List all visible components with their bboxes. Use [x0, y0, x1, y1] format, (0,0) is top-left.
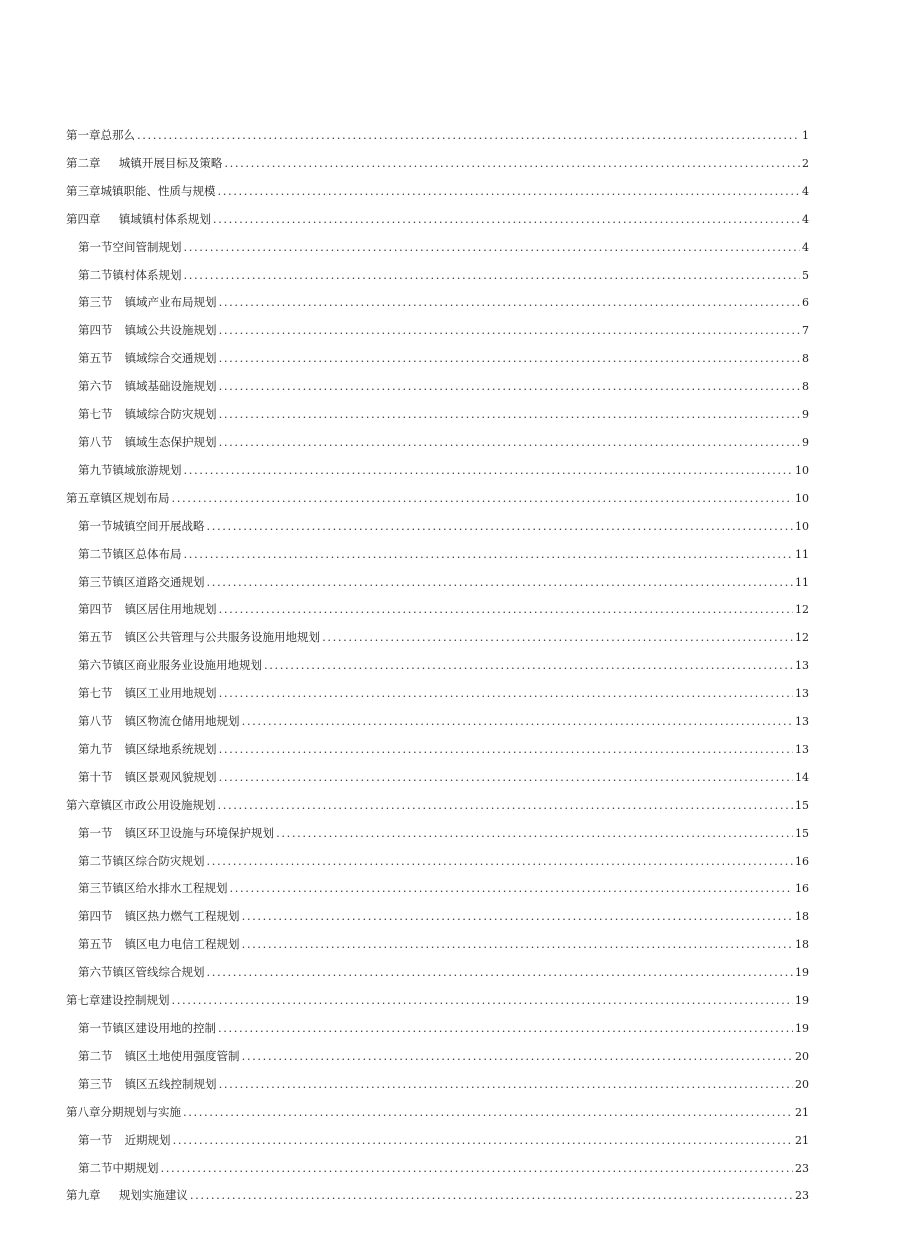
toc-page-number: 4: [802, 212, 809, 226]
toc-entry-title: 镇域综合交通规划: [124, 351, 217, 366]
toc-entry[interactable]: [66, 708, 809, 736]
toc-entry-number: 第六节镇区管线综合规划: [78, 965, 205, 980]
toc-entry-number: 第一节: [78, 825, 113, 840]
dot-leader: [184, 262, 801, 290]
toc-entry[interactable]: [66, 875, 809, 903]
toc-entry-label: [78, 652, 262, 680]
toc-entry-label: [78, 848, 205, 876]
toc-entry[interactable]: [66, 792, 809, 820]
toc-entry[interactable]: [66, 262, 809, 290]
toc-entry-label: [66, 150, 222, 178]
toc-entry-label: [78, 262, 182, 290]
dot-leader: [242, 1043, 793, 1071]
dot-leader: [184, 234, 801, 262]
toc-page-number: 10: [795, 519, 809, 533]
toc-page-number: 6: [802, 296, 809, 310]
toc-entry-label: [66, 792, 216, 820]
toc-entry-number: 第四章: [66, 211, 101, 226]
toc-entry[interactable]: [66, 485, 809, 513]
toc-page-number: 12: [795, 603, 809, 617]
toc-entry-label: [78, 1127, 171, 1155]
toc-entry[interactable]: [66, 1127, 809, 1155]
dot-leader: [218, 1015, 793, 1043]
toc-entry[interactable]: [66, 624, 809, 652]
toc-entry-number: 第八节: [78, 434, 113, 449]
dot-leader: [219, 317, 800, 345]
dot-leader: [230, 875, 794, 903]
dot-leader: [172, 485, 794, 513]
toc-entry[interactable]: [66, 541, 809, 569]
toc-entry-number: 第一节: [78, 1132, 113, 1147]
toc-entry[interactable]: [66, 178, 809, 206]
toc-page-number: 1: [802, 129, 809, 142]
toc-entry-number: 第三节: [78, 295, 113, 310]
toc-page-number: 2: [802, 156, 809, 170]
toc-entry-number: 第一章总那么: [66, 128, 135, 142]
toc-page-number: 19: [795, 1022, 809, 1035]
dot-leader: [264, 652, 793, 680]
dot-leader: [219, 401, 800, 429]
toc-entry-label: [78, 1155, 159, 1183]
toc-entry-number: 第二节镇区总体布局: [78, 546, 182, 561]
toc-entry-number: 第一节空间管制规划: [78, 239, 182, 254]
toc-entry-title: 镇区土地使用强度管制: [124, 1048, 240, 1063]
toc-entry-title: 镇区热力燃气工程规划: [124, 909, 240, 924]
toc-entry-number: 第四节: [78, 602, 113, 617]
toc-page-number: 21: [795, 1105, 809, 1119]
toc-page-number: 13: [795, 742, 809, 756]
toc-page-number: 18: [795, 910, 809, 924]
toc-entry-number: 第一节镇区建设用地的控制: [78, 1021, 216, 1035]
dot-leader: [276, 820, 793, 848]
toc-entry[interactable]: [66, 652, 809, 680]
toc-entry[interactable]: [66, 457, 809, 485]
toc-entry-title: 镇区绿地系统规划: [124, 741, 217, 756]
toc-entry-label: [78, 959, 205, 987]
toc-entry-number: 第一节城镇空间开展战略: [78, 518, 205, 533]
dot-leader: [173, 1127, 793, 1155]
dot-leader: [219, 373, 800, 401]
dot-leader: [184, 541, 794, 569]
toc-page-number: 11: [795, 575, 809, 589]
dot-leader: [218, 792, 794, 820]
toc-entry-title: 镇域生态保护规划: [124, 434, 217, 449]
dot-leader: [137, 122, 800, 150]
toc-entry[interactable]: [66, 736, 809, 764]
toc-entry[interactable]: [66, 903, 809, 931]
toc-entry-label: [66, 206, 211, 234]
toc-page-number: 20: [795, 1049, 809, 1063]
toc-entry-number: 第三章城镇职能、性质与规模: [66, 183, 216, 198]
dot-leader: [219, 345, 800, 373]
toc-page-number: 23: [795, 1161, 809, 1175]
toc-entry-number: 第七节: [78, 686, 113, 701]
toc-entry-number: 第八节: [78, 714, 113, 729]
toc-entry[interactable]: [66, 1015, 809, 1043]
toc-entry-title: 镇区工业用地规划: [124, 686, 217, 701]
toc-entry-label: [78, 931, 240, 959]
toc-page-number: 15: [795, 826, 809, 840]
toc-entry[interactable]: [66, 513, 809, 541]
toc-entry-label: [78, 289, 217, 317]
toc-entry-title: 镇区居住用地规划: [124, 602, 217, 617]
toc-entry-title: 规划实施建议: [118, 1188, 188, 1203]
toc-entry-label: [78, 1071, 217, 1099]
toc-entry-number: 第四节: [78, 323, 113, 338]
toc-entry-label: [78, 875, 228, 903]
toc-entry[interactable]: [66, 401, 809, 429]
toc-entry-number: 第五节: [78, 937, 113, 952]
dot-leader: [172, 987, 794, 1015]
toc-page-number: 16: [795, 882, 809, 896]
dot-leader: [242, 931, 793, 959]
dot-leader: [219, 289, 800, 317]
toc-entry-label: [78, 373, 217, 401]
toc-entry-label: [66, 122, 135, 150]
toc-entry-number: 第十节: [78, 769, 113, 784]
toc-entry[interactable]: [66, 1071, 809, 1099]
toc-entry[interactable]: [66, 569, 809, 597]
toc-entry-number: 第二节: [78, 1048, 113, 1063]
toc-entry-label: [78, 1043, 240, 1071]
toc-page-number: 9: [802, 435, 809, 449]
toc-page-number: 11: [795, 547, 809, 561]
toc-entry-label: [78, 401, 217, 429]
toc-entry-label: [78, 541, 182, 569]
toc-entry-label: [66, 1182, 188, 1210]
toc-entry[interactable]: [66, 1182, 809, 1210]
dot-leader: [219, 429, 800, 457]
toc-entry[interactable]: [66, 959, 809, 987]
toc-entry-number: 第五章镇区规划布局: [66, 490, 170, 505]
dot-leader: [242, 903, 793, 931]
toc-entry-title: 镇域综合防灾规划: [124, 407, 217, 422]
toc-entry-label: [78, 1015, 216, 1043]
toc-entry-label: [78, 764, 217, 792]
toc-entry[interactable]: [66, 1043, 809, 1071]
dot-leader: [184, 457, 794, 485]
toc-page-number: 8: [802, 380, 809, 394]
toc-page-number: 13: [795, 715, 809, 729]
toc-entry-label: [78, 317, 217, 345]
toc-page-number: 14: [795, 770, 809, 784]
toc-page-number: 13: [795, 659, 809, 673]
toc-entry-number: 第七节: [78, 407, 113, 422]
toc-entry-label: [66, 1099, 181, 1127]
toc-entry-number: 第五节: [78, 630, 113, 645]
toc-page-number: 20: [795, 1077, 809, 1091]
dot-leader: [213, 206, 800, 234]
toc-entry-label: [78, 596, 217, 624]
dot-leader: [219, 1071, 793, 1099]
toc-page-number: 5: [802, 268, 809, 282]
toc-entry[interactable]: [66, 317, 809, 345]
toc-page-number: 19: [795, 966, 809, 980]
toc-entry-label: [78, 429, 217, 457]
toc-entry[interactable]: [66, 596, 809, 624]
toc-entry-number: 第八章分期规划与实施: [66, 1104, 181, 1119]
toc-page-number: 21: [795, 1133, 809, 1147]
dot-leader: [219, 680, 793, 708]
toc-entry-label: [78, 903, 240, 931]
dot-leader: [219, 764, 793, 792]
toc-entry-title: 近期规划: [124, 1132, 171, 1147]
toc-entry-number: 第五节: [78, 351, 113, 366]
table-of-contents: [66, 122, 809, 1210]
dot-leader: [207, 513, 794, 541]
toc-page-number: 4: [802, 184, 809, 198]
toc-entry-label: [78, 513, 205, 541]
toc-page-number: 13: [795, 687, 809, 701]
toc-entry-number: 第三节镇区道路交通规划: [78, 574, 205, 589]
toc-entry[interactable]: [66, 234, 809, 262]
toc-entry-number: 第二节中期规划: [78, 1160, 159, 1175]
toc-entry-title: 镇区物流仓储用地规划: [124, 714, 240, 729]
toc-page-number: 19: [795, 994, 809, 1008]
toc-entry-label: [66, 987, 170, 1015]
toc-entry-number: 第三节: [78, 1076, 113, 1091]
toc-entry-label: [78, 680, 217, 708]
toc-entry-label: [78, 736, 217, 764]
toc-entry-number: 第七章建设控制规划: [66, 993, 170, 1008]
toc-entry-title: 镇域产业布局规划: [124, 295, 217, 310]
toc-page-number: 23: [795, 1189, 809, 1203]
toc-page-number: 4: [802, 240, 809, 254]
toc-entry-label: [66, 178, 216, 206]
toc-entry-title: 镇区景观风貌规划: [124, 769, 217, 784]
toc-entry-title: 镇区电力电信工程规划: [124, 937, 240, 952]
toc-entry[interactable]: [66, 987, 809, 1015]
dot-leader: [207, 959, 794, 987]
dot-leader: [224, 150, 800, 178]
toc-page-number: 10: [795, 491, 809, 505]
toc-entry-number: 第六节镇区商业服务业设施用地规划: [78, 658, 262, 673]
toc-entry-title: 镇区公共管理与公共服务设施用地规划: [124, 630, 321, 645]
toc-entry-number: 第九节镇域旅游规划: [78, 462, 182, 477]
toc-entry-label: [78, 820, 274, 848]
toc-entry-title: 镇区环卫设施与环境保护规划: [124, 825, 275, 840]
toc-page-number: 12: [795, 631, 809, 645]
toc-entry-number: 第二节镇村体系规划: [78, 267, 182, 282]
toc-entry[interactable]: [66, 1099, 809, 1127]
toc-entry-number: 第三节镇区给水排水工程规划: [78, 881, 228, 896]
toc-entry-title: 镇域公共设施规划: [124, 323, 217, 338]
toc-entry-title: 镇域基础设施规划: [124, 379, 217, 394]
toc-entry-label: [78, 624, 320, 652]
dot-leader: [242, 708, 793, 736]
dot-leader: [322, 624, 793, 652]
toc-page-number: 18: [795, 938, 809, 952]
toc-entry[interactable]: [66, 345, 809, 373]
toc-entry-label: [66, 485, 170, 513]
toc-entry-number: 第六节: [78, 379, 113, 394]
toc-entry[interactable]: [66, 206, 809, 234]
toc-entry-label: [78, 569, 205, 597]
toc-page-number: 8: [802, 352, 809, 366]
dot-leader: [207, 848, 794, 876]
dot-leader: [219, 596, 793, 624]
toc-entry-number: 第九节: [78, 741, 113, 756]
toc-entry[interactable]: [66, 848, 809, 876]
toc-entry-number: 第九章: [66, 1188, 101, 1203]
dot-leader: [207, 569, 794, 597]
toc-entry-number: 第二节镇区综合防灾规划: [78, 853, 205, 868]
toc-entry-label: [78, 345, 217, 373]
dot-leader: [219, 736, 793, 764]
toc-entry[interactable]: [66, 680, 809, 708]
toc-entry[interactable]: [66, 150, 809, 178]
toc-page-number: 15: [795, 798, 809, 812]
toc-entry-title: 镇域镇村体系规划: [118, 211, 211, 226]
toc-entry-title: 镇区五线控制规划: [124, 1076, 217, 1091]
toc-page-number: 9: [802, 408, 809, 422]
dot-leader: [190, 1182, 793, 1210]
toc-entry-number: 第四节: [78, 909, 113, 924]
toc-page-number: 16: [795, 854, 809, 868]
toc-entry[interactable]: [66, 1155, 809, 1183]
toc-entry[interactable]: [66, 931, 809, 959]
toc-entry[interactable]: [66, 764, 809, 792]
toc-entry-label: [78, 234, 182, 262]
toc-entry-number: 第六章镇区市政公用设施规划: [66, 797, 216, 812]
toc-entry-label: [78, 457, 182, 485]
toc-entry[interactable]: [66, 122, 809, 150]
dot-leader: [218, 178, 801, 206]
toc-entry-label: [78, 708, 240, 736]
toc-page-number: 7: [802, 324, 809, 338]
dot-leader: [161, 1155, 794, 1183]
toc-entry[interactable]: [66, 373, 809, 401]
dot-leader: [183, 1099, 793, 1127]
toc-entry-title: 城镇开展目标及策略: [118, 155, 223, 170]
toc-entry[interactable]: [66, 289, 809, 317]
toc-entry-number: 第二章: [66, 155, 101, 170]
toc-entry[interactable]: [66, 820, 809, 848]
toc-page-number: 10: [795, 463, 809, 477]
toc-entry[interactable]: [66, 429, 809, 457]
